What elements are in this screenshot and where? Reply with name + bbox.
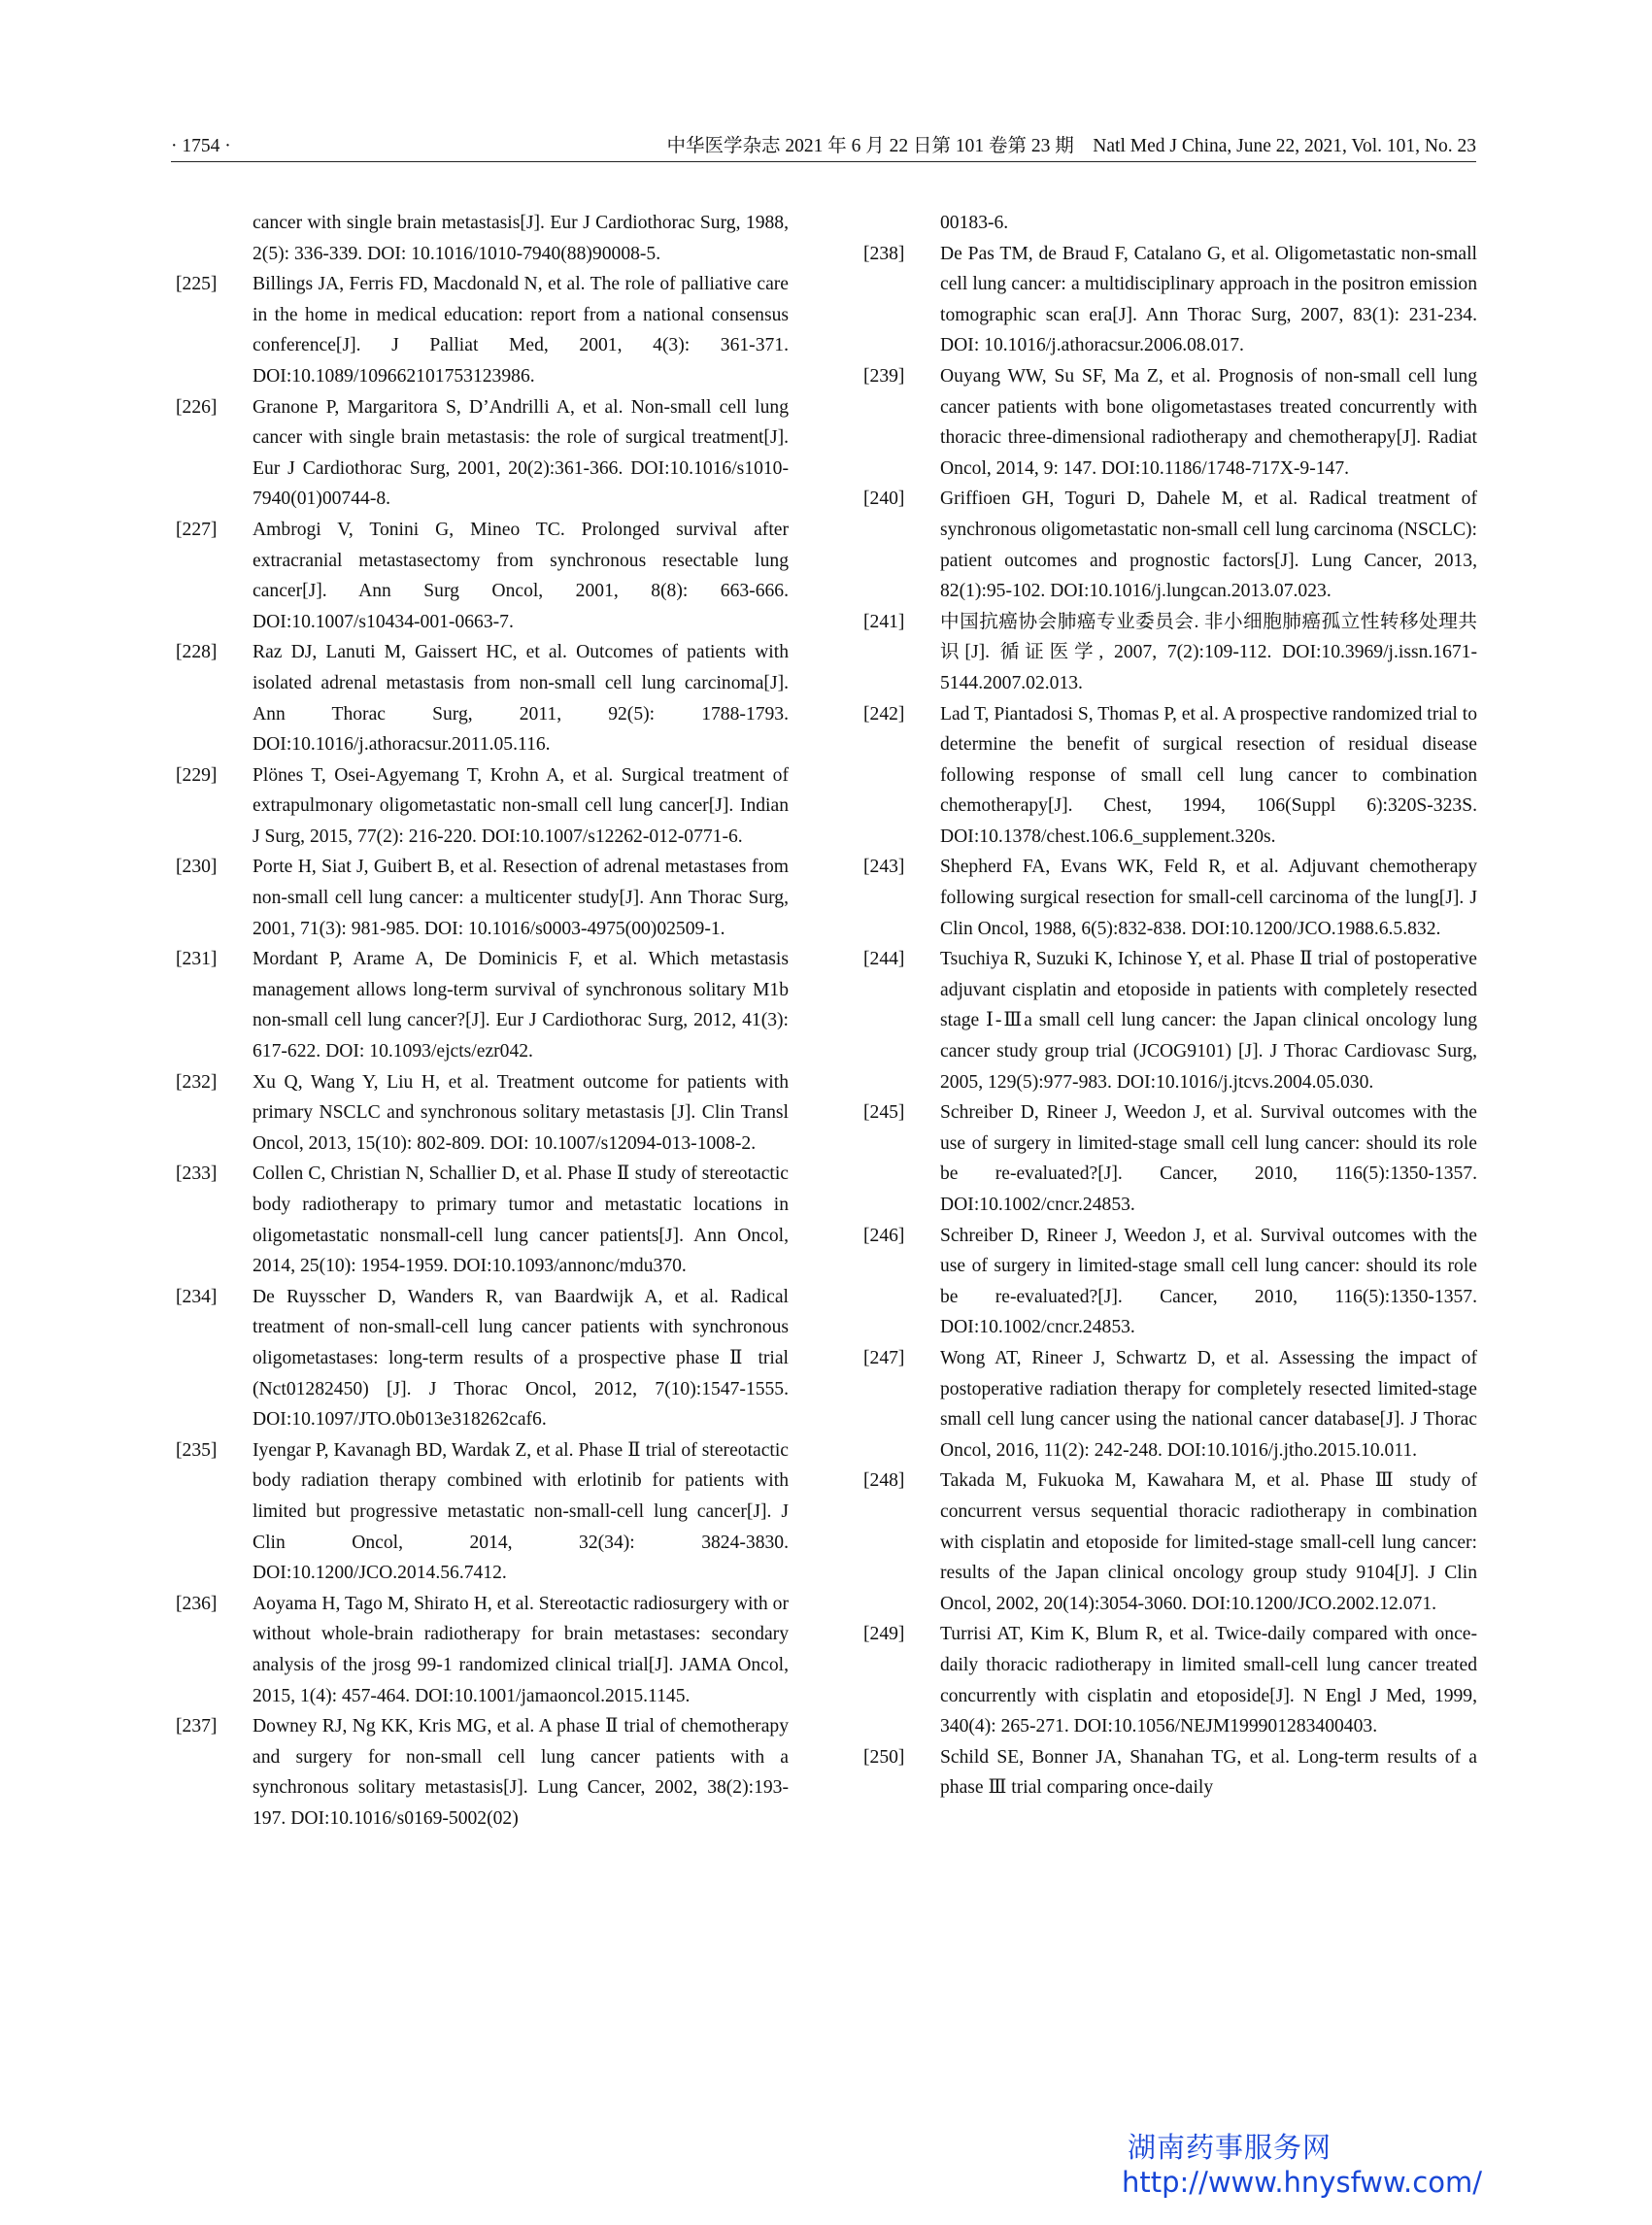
reference-text: Takada M, Fukuoka M, Kawahara M, et al. Phase Ⅲ study of concurrent versus sequential thoracic radiotherapy in combination with cisplatin and etoposide for limited-stage small-cell lung cancer: results of the Japan clinical oncology group study 9104[J]. J Clin Oncol, 2002, 20(14):3054-3060. DOI:10.1200/JCO.2002.12.071. xyxy=(940,1470,1477,1614)
reference-entry xyxy=(176,1435,789,1589)
reference-text: Collen C, Christian N, Schallier D, et al. Phase Ⅱ study of stereotactic body radiotherapy to primary tumor and metastatic locations in oligometastatic nonsmall-cell lung cancer patients[J]. Ann Oncol, 2014, 25(10): 1954-1959. DOI:10.1093/annonc/mdu370. xyxy=(253,1163,789,1277)
reference-entry xyxy=(176,637,789,759)
reference-text: Schild SE, Bonner JA, Shanahan TG, et al. Long-term results of a phase Ⅲ trial comparing once-daily xyxy=(940,1746,1477,1799)
reference-text: Turrisi AT, Kim K, Blum R, et al. Twice-daily compared with once-daily thoracic radiotherapy in limited small-cell lung cancer treated concurrently with cisplatin and etoposide[J]. N Engl J Med, 1999, 340(4): 265-271. DOI:10.1056/NEJM199901283400403. xyxy=(940,1624,1477,1737)
reference-entry xyxy=(176,1067,789,1160)
reference-column-right xyxy=(863,208,1477,1804)
reference-number: [248] xyxy=(863,1470,905,1492)
reference-number: [247] xyxy=(863,1347,905,1368)
reference-number: [246] xyxy=(863,1225,905,1246)
reference-text: Granone P, Margaritora S, D’Andrilli A, et al. Non-small cell lung cancer with single brain metastasis: the role of surgical treatment[J]. Eur J Cardiothorac Surg, 2001, 20(2):361-366. DOI:10.1016/s1010-7940(01)00744-8. xyxy=(253,396,789,510)
reference-entry xyxy=(863,852,1477,944)
reference-text: Downey RJ, Ng KK, Kris MG, et al. A phase Ⅱ trial of chemotherapy and surgery for non-small cell lung cancer patients with a synchronous solitary metastasis[J]. Lung Cancer, 2002, 38(2):193-197. DOI:10.1016/s0169-5002(02) xyxy=(253,1716,789,1829)
reference-number: [225] xyxy=(176,274,218,295)
reference-number: [243] xyxy=(863,857,905,878)
reference-entry xyxy=(863,607,1477,699)
reference-number: [228] xyxy=(176,642,218,663)
reference-entry xyxy=(863,1466,1477,1619)
reference-text: Ouyang WW, Su SF, Ma Z, et al. Prognosis of non-small cell lung cancer patients with bone oligometastases treated concurrently with thoracic three-dimensional radiotherapy and chemotherapy[J]. Radiat Oncol, 2014, 9: 147. DOI:10.1186/1748-717X-9-147. xyxy=(940,365,1477,479)
reference-text: Schreiber D, Rineer J, Weedon J, et al. Survival outcomes with the use of surgery in limited-stage small cell lung cancer: should its role be re-evaluated?[J]. Cancer, 2010, 116(5):1350-1357. DOI:10.1002/cncr.24853. xyxy=(940,1225,1477,1338)
reference-entry xyxy=(863,484,1477,606)
reference-number: [238] xyxy=(863,243,905,264)
reference-entry xyxy=(176,760,789,853)
reference-text: Billings JA, Ferris FD, Macdonald N, et al. The role of palliative care in the home in medical education: report from a national consensus conference[J]. J Palliat Med, 2001, 4(3): 361-371. DOI:10.1089/109662101753123986. xyxy=(253,274,789,387)
reference-text: Aoyama H, Tago M, Shirato H, et al. Stereotactic radiosurgery with or without whole-brain radiotherapy for brain metastases: secondary analysis of the jrosg 99-1 randomized clinical trial[J]. JAMA Oncol, 2015, 1(4): 457-464. DOI:10.1001/jamaoncol.2015.1145. xyxy=(253,1593,789,1706)
reference-number: [232] xyxy=(176,1071,218,1093)
reference-entry xyxy=(176,392,789,515)
reference-entry xyxy=(863,208,1477,239)
reference-number: [229] xyxy=(176,764,218,786)
reference-text: Plönes T, Osei-Agyemang T, Krohn A, et al. Surgical treatment of extrapulmonary oligometastatic non-small cell lung cancer[J]. Indian J Surg, 2015, 77(2): 216-220. DOI:10.1007/s12262-012-0771-6. xyxy=(253,764,789,847)
reference-entry xyxy=(176,1159,789,1281)
reference-entry xyxy=(176,1282,789,1435)
reference-number: [239] xyxy=(863,365,905,387)
watermark-site-name: 湖南药事服务网 xyxy=(1128,2131,1332,2164)
reference-number: [234] xyxy=(176,1286,218,1307)
reference-text: Raz DJ, Lanuti M, Gaissert HC, et al. Outcomes of patients with isolated adrenal metastasis from non-small cell lung carcinoma[J]. Ann Thorac Surg, 2011, 92(5): 1788-1793. DOI:10.1016/j.athoracsur.2011.05.116. xyxy=(253,642,789,756)
reference-number: [245] xyxy=(863,1102,905,1124)
site-watermark xyxy=(1122,2130,1491,2200)
reference-entry xyxy=(176,1711,789,1834)
reference-number: [227] xyxy=(176,519,218,540)
reference-entry xyxy=(176,944,789,1066)
reference-entry xyxy=(863,361,1477,484)
reference-number: [250] xyxy=(863,1746,905,1768)
running-header xyxy=(171,132,1476,162)
reference-text: Wong AT, Rineer J, Schwartz D, et al. Assessing the impact of postoperative radiation therapy for completely resected limited-stage small cell lung cancer using the national cancer database[J]. J Thorac Oncol, 2016, 11(2): 242-248. DOI:10.1016/j.jtho.2015.10.011. xyxy=(940,1347,1477,1461)
page-number: · 1754 · xyxy=(171,136,231,156)
reference-text: De Pas TM, de Braud F, Catalano G, et al. Oligometastatic non-small cell lung cancer: a multidisciplinary approach in the positron emission tomographic scan era[J]. Ann Thorac Surg, 2007, 83(1): 231-234. DOI: 10.1016/j.athoracsur.2006.08.017. xyxy=(940,243,1477,356)
reference-number: [241] xyxy=(863,611,905,632)
reference-entry xyxy=(863,1619,1477,1741)
reference-entry xyxy=(863,944,1477,1097)
reference-text: Xu Q, Wang Y, Liu H, et al. Treatment outcome for patients with primary NSCLC and synchronous solitary metastasis [J]. Clin Transl Oncol, 2013, 15(10): 802-809. DOI: 10.1007/s12094-013-1008-2. xyxy=(253,1071,789,1154)
reference-text: 中国抗癌协会肺癌专业委员会. 非小细胞肺癌孤立性转移处理共识[J]. 循证医学, 2007, 7(2):109-112. DOI:10.3969/j.issn.1671-5144.2007.02.013. xyxy=(940,611,1477,693)
reference-entry xyxy=(176,515,789,637)
reference-entry xyxy=(176,269,789,391)
reference-number: [244] xyxy=(863,949,905,970)
reference-text: De Ruysscher D, Wanders R, van Baardwijk A, et al. Radical treatment of non-small-cell lung cancer patients with synchronous oligometastases: long-term results of a prospective phase Ⅱ trial (Nct01282450) [J]. J Thorac Oncol, 2012, 7(10):1547-1555. DOI:10.1097/JTO.0b013e318262caf6. xyxy=(253,1286,789,1431)
reference-text: Porte H, Siat J, Guibert B, et al. Resection of adrenal metastases from non-small cell lung cancer: a multicenter study[J]. Ann Thorac Surg, 2001, 71(3): 981-985. DOI: 10.1016/s0003-4975(00)02509-1. xyxy=(253,857,789,939)
reference-text: Shepherd FA, Evans WK, Feld R, et al. Adjuvant chemotherapy following surgical resection for small-cell carcinoma of the lung[J]. J Clin Oncol, 1988, 6(5):832-838. DOI:10.1200/JCO.1988.6.5.832. xyxy=(940,857,1477,939)
reference-text: Iyengar P, Kavanagh BD, Wardak Z, et al. Phase Ⅱ trial of stereotactic body radiation therapy combined with erlotinib for patients with limited but progressive metastatic non-small-cell lung cancer[J]. J Clin Oncol, 2014, 32(34): 3824-3830. DOI:10.1200/JCO.2014.56.7412. xyxy=(253,1439,789,1584)
reference-entry xyxy=(863,1097,1477,1220)
reference-text: Lad T, Piantadosi S, Thomas P, et al. A prospective randomized trial to determine the benefit of surgical resection of residual disease following response of small cell lung cancer to combination chemotherapy[J]. Chest, 1994, 106(Suppl 6):320S-323S. DOI:10.1378/chest.106.6_supplement.320s. xyxy=(940,703,1477,847)
reference-number: [231] xyxy=(176,949,218,970)
reference-entry xyxy=(863,1742,1477,1804)
reference-number: [233] xyxy=(176,1163,218,1185)
reference-text: Tsuchiya R, Suzuki K, Ichinose Y, et al. Phase Ⅱ trial of postoperative adjuvant cisplatin and etoposide in patients with completely resected stage Ⅰ-Ⅲa small cell lung cancer: the Japan clinical oncology lung cancer study group trial (JCOG9101) [J]. J Thorac Cardiovasc Surg, 2005, 129(5):977-983. DOI:10.1016/j.jtcvs.2004.05.030. xyxy=(940,949,1477,1093)
reference-number: [237] xyxy=(176,1716,218,1737)
reference-entry xyxy=(863,1343,1477,1466)
reference-text: Mordant P, Arame A, De Dominicis F, et al. Which metastasis management allows long-term survival of synchronous solitary M1b non-small cell lung cancer?[J]. Eur J Cardiothorac Surg, 2012, 41(3): 617-622. DOI: 10.1093/ejcts/ezr042. xyxy=(253,949,789,1062)
reference-text: Griffioen GH, Toguri D, Dahele M, et al. Radical treatment of synchronous oligometastatic non-small cell lung carcinoma (NSCLC): patient outcomes and prognostic factors[J]. Lung Cancer, 2013, 82(1):95-102. DOI:10.1016/j.lungcan.2013.07.023. xyxy=(940,489,1477,602)
reference-number: [230] xyxy=(176,857,218,878)
reference-entry xyxy=(863,239,1477,361)
reference-text: Ambrogi V, Tonini G, Mineo TC. Prolonged survival after extracranial metastasectomy from synchronous resectable lung cancer[J]. Ann Surg Oncol, 2001, 8(8): 663-666. DOI:10.1007/s10434-001-0663-7. xyxy=(253,519,789,632)
reference-text: 00183-6. xyxy=(940,213,1009,233)
reference-number: [226] xyxy=(176,396,218,418)
reference-number: [240] xyxy=(863,489,905,510)
reference-text: Schreiber D, Rineer J, Weedon J, et al. Survival outcomes with the use of surgery in limited-stage small cell lung cancer: should its role be re-evaluated?[J]. Cancer, 2010, 116(5):1350-1357. DOI:10.1002/cncr.24853. xyxy=(940,1102,1477,1215)
reference-entry xyxy=(176,1589,789,1711)
journal-citation: 中华医学杂志 2021 年 6 月 22 日第 101 卷第 23 期 Natl Med J China, June 22, 2021, Vol. 101, No. 23 xyxy=(666,136,1476,156)
reference-number: [235] xyxy=(176,1439,218,1461)
reference-number: [242] xyxy=(863,703,905,725)
reference-entry xyxy=(176,852,789,944)
reference-entry xyxy=(176,208,789,269)
watermark-url[interactable]: http://www.hnysfww.com/ xyxy=(1122,2166,1482,2199)
reference-number: [236] xyxy=(176,1593,218,1614)
reference-entry xyxy=(863,1221,1477,1343)
reference-text: cancer with single brain metastasis[J]. Eur J Cardiothorac Surg, 1988, 2(5): 336-339. DOI: 10.1016/1010-7940(88)90008-5. xyxy=(253,213,789,264)
reference-number: [249] xyxy=(863,1624,905,1645)
reference-column-left xyxy=(176,208,789,1834)
reference-entry xyxy=(863,699,1477,853)
